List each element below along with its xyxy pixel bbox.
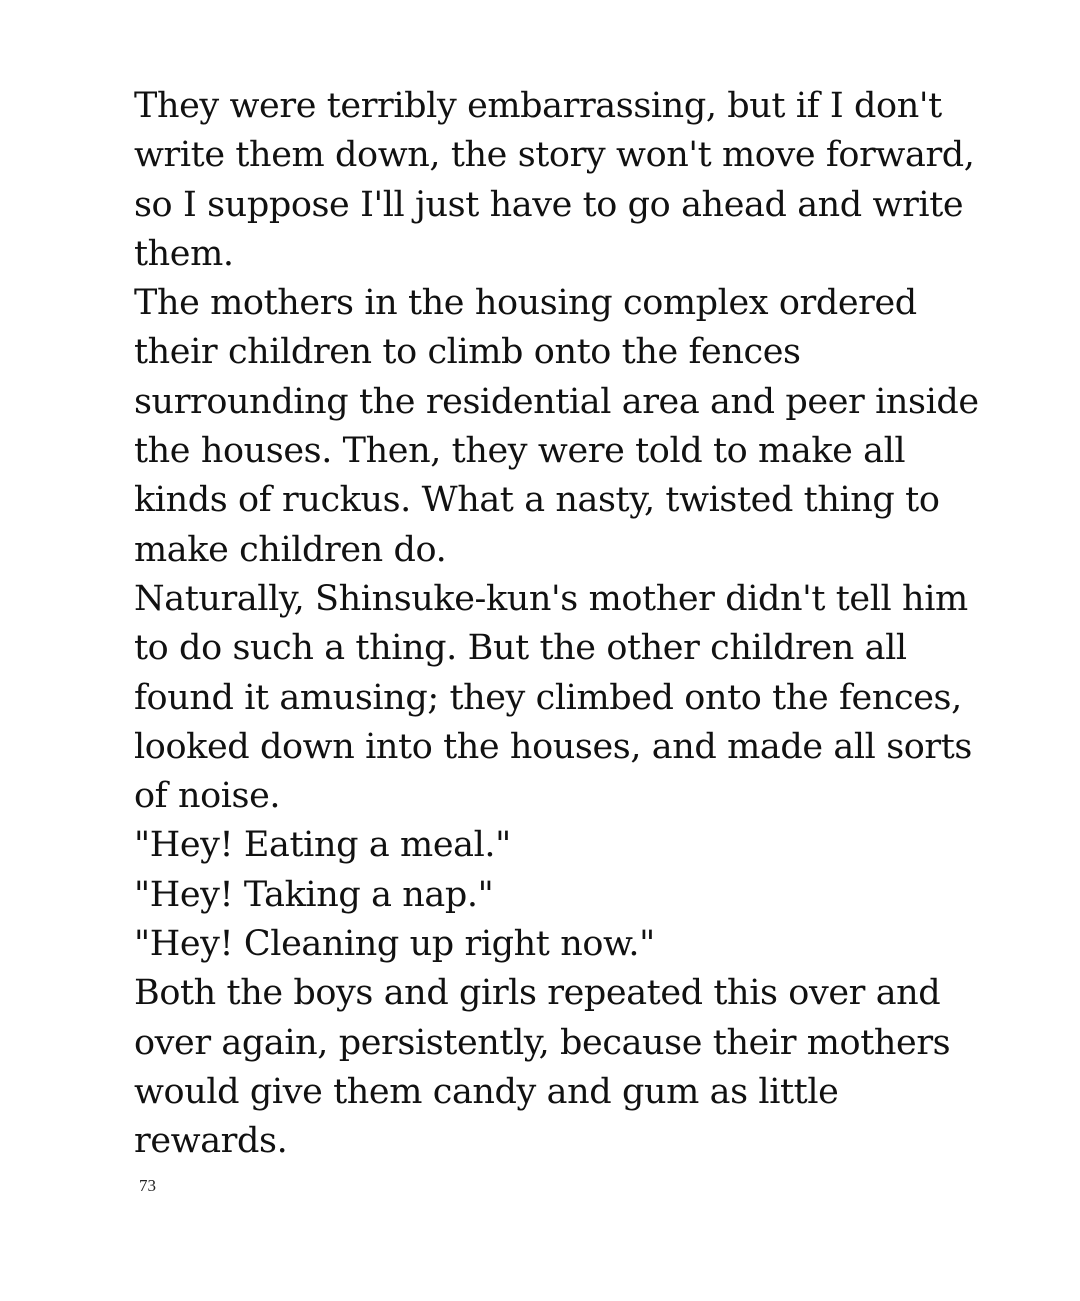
text-line: would give them candy and gum as little: [134, 1071, 839, 1112]
text-line: the houses. Then, they were told to make all: [134, 431, 906, 472]
text-line: so I suppose I'll just have to go ahead and write: [134, 184, 964, 225]
text-line: write them down, the story won't move forward,: [134, 135, 975, 176]
text-line: make children do.: [134, 529, 447, 570]
body-text: [134, 82, 984, 1167]
page-number: 73: [139, 1176, 156, 1195]
dialogue-line: "Hey! Cleaning up right now.": [134, 924, 655, 965]
text-line: Both the boys and girls repeated this over and: [134, 973, 941, 1014]
text-line: to do such a thing. But the other children all: [134, 628, 907, 669]
text-line: them.: [134, 233, 234, 274]
text-line: rewards.: [134, 1121, 288, 1162]
text-line: They were terribly embarrassing, but if I don't: [134, 86, 942, 126]
text-line: looked down into the houses, and made all sorts: [134, 726, 972, 767]
text-line: Naturally, Shinsuke-kun's mother didn't tell him: [134, 578, 968, 619]
dialogue-line: "Hey! Taking a nap.": [134, 874, 494, 915]
text-line: their children to climb onto the fences: [134, 332, 801, 373]
text-line: kinds of ruckus. What a nasty, twisted thing to: [134, 480, 940, 521]
dialogue-line: "Hey! Eating a meal.": [134, 825, 511, 866]
text-line: The mothers in the housing complex ordered: [134, 283, 917, 324]
text-line: found it amusing; they climbed onto the fences,: [134, 677, 962, 718]
text-line: of noise.: [134, 776, 281, 817]
text-line: surrounding the residential area and peer inside: [134, 381, 979, 422]
text-line: over again, persistently, because their mothers: [134, 1022, 951, 1063]
